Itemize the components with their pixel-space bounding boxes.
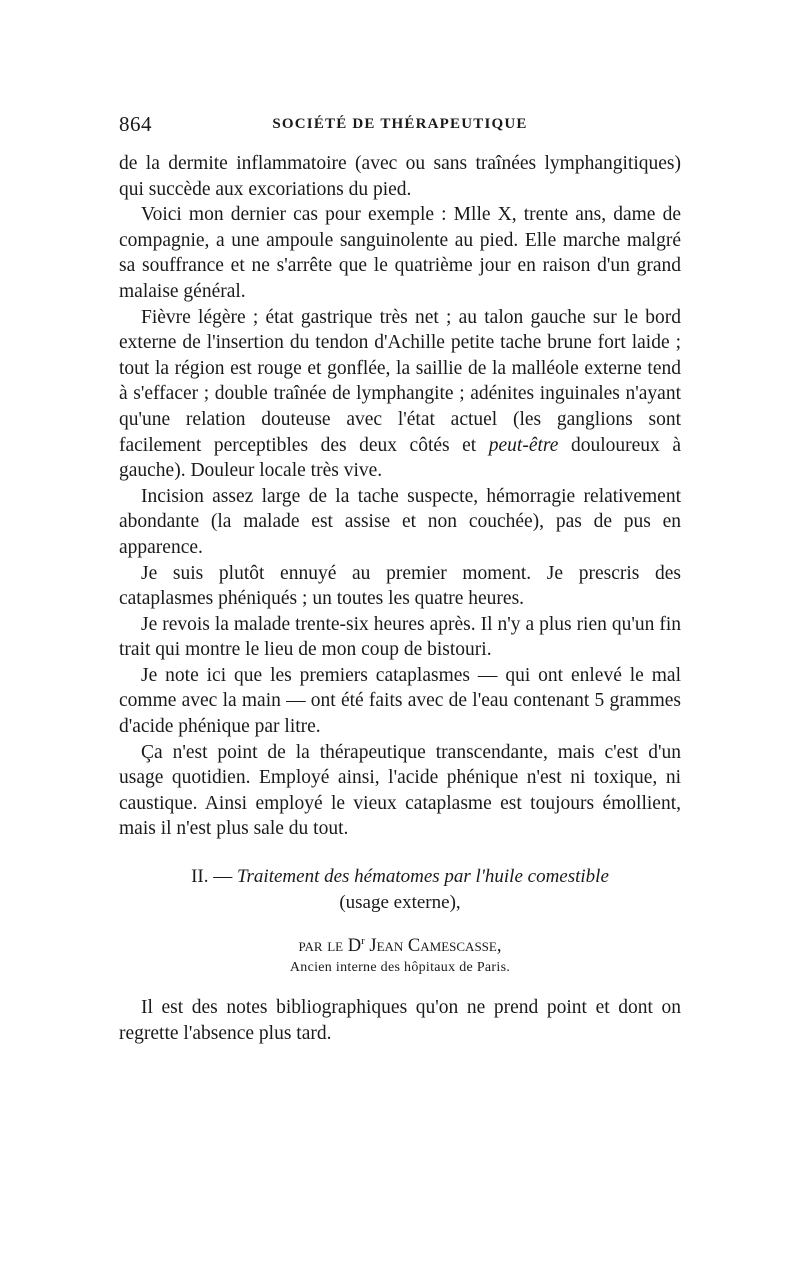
section-subtitle: (usage externe),	[339, 892, 461, 913]
italic-peut-etre: peut-être	[488, 434, 559, 456]
section-heading	[119, 864, 681, 916]
body-text	[119, 151, 681, 842]
running-head	[119, 112, 681, 142]
author-prefix: par le D	[298, 936, 362, 957]
author-line	[119, 930, 681, 958]
paragraph-symptoms-main: Fièvre légère ; état gastrique très net ; au talon gauche sur le bord externe de l'insertion du tendon d'Achille petite tache brune fort laide ; tout la région est rouge et gonflée, la saillie de la malléole externe tend à s'effacer ; double traînée de lymphangite ; adénites inguinales n'ayant qu'une relation douteuse avec l'état actuel (les ganglions sont facilement perceptibles des deux côtés et	[119, 306, 681, 456]
paragraph-symptoms	[119, 305, 681, 484]
section-heading-line-1	[119, 864, 681, 890]
author-prefix-sup: r	[361, 935, 365, 947]
section-number: II. —	[191, 866, 238, 887]
paragraph-note: Je note ici que les premiers cataplasmes — qui ont enlevé le mal comme avec la main — ont été faits avec de l'eau contenant 5 grammes d'acide phénique par litre.	[119, 664, 681, 738]
journal-title: SOCIÉTÉ DE THÉRAPEUTIQUE	[272, 116, 528, 132]
author-block	[119, 930, 681, 978]
closing-text	[119, 995, 681, 1046]
page-number: 864	[119, 112, 152, 136]
section-title: Traitement des hématomes par l'huile comestible	[237, 866, 609, 887]
paragraph-symptoms-tail: douloureux à gauche). Douleur locale très vive.	[119, 434, 681, 482]
paragraph-closing: Il est des notes bibliographiques qu'on ne prend point et dont on regrette l'absence plus tard.	[119, 997, 681, 1044]
author-affiliation: Ancien interne des hôpitaux de Paris.	[289, 960, 511, 976]
paragraph-continuation: de la dermite inflammatoire (avec ou sans traînées lymphangitiques) qui succède aux excoriations du pied.	[119, 153, 681, 200]
paragraph-conclusion: Ça n'est point de la thérapeutique transcendante, mais c'est d'un usage quotidien. Employé ainsi, l'acide phénique n'est ni toxique, ni caustique. Ainsi employé le vieux cataplasme est toujours émollient, mais il n'est plus sale du tout.	[119, 741, 681, 840]
paragraph-incision: Incision assez large de la tache suspecte, hémorragie relativement abondante (la malade est assise et non couchée), pas de pus en apparence.	[119, 485, 681, 558]
paragraph-follow-up: Je revois la malade trente-six heures après. Il n'y a plus rien qu'un fin trait qui montre le lieu de mon coup de bistouri.	[119, 613, 681, 661]
author-name: Jean Camescasse,	[364, 936, 502, 957]
paragraph-case-intro: Voici mon dernier cas pour exemple : Mlle X, trente ans, dame de compagnie, a une ampoule sanguinolente au pied. Elle marche malgré sa souffrance et ne s'arrête que le quatrième jour en raison d'un grand malaise général.	[119, 204, 681, 302]
paragraph-prescription: Je suis plutôt ennuyé au premier moment. Je prescris des cataplasmes phéniqués ; un toutes les quatre heures.	[119, 562, 681, 610]
